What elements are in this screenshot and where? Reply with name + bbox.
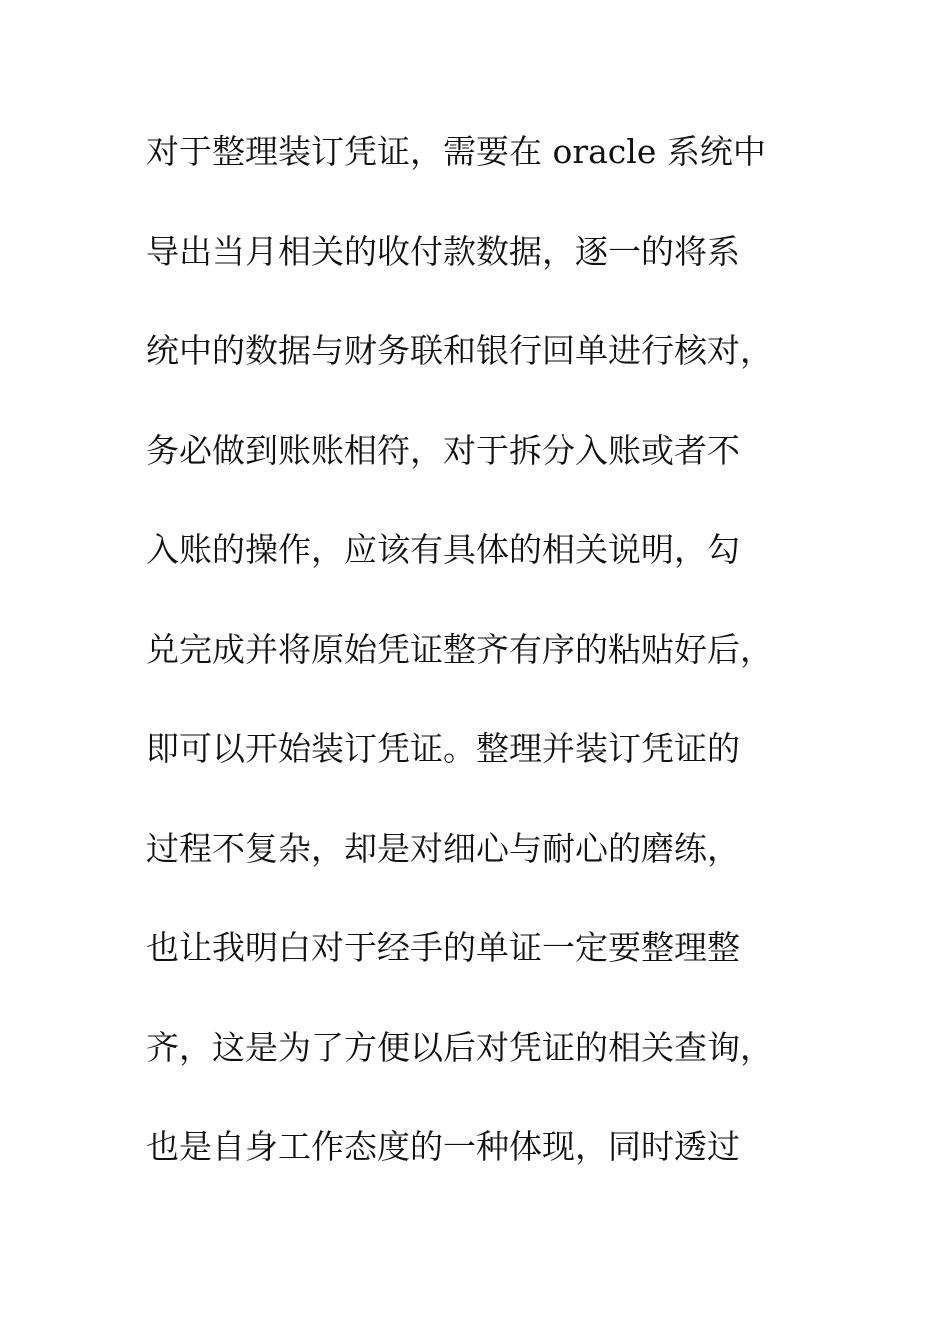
- text-line-2: 导出当月相关的收付款数据，逐一的将系: [146, 231, 740, 271]
- text-line-10: 齐，这是为了方便以后对凭证的相关查询，: [146, 1027, 773, 1067]
- body-text: [146, 124, 806, 1219]
- text-line-5: 入账的操作，应该有具体的相关说明，勾: [146, 530, 740, 569]
- text-line-9: 也让我明白对于经手的单证一定要整理整: [146, 928, 740, 967]
- text-line-11: 也是自身工作态度的一种体现，同时透过: [146, 1127, 740, 1166]
- text-line-7: 即可以开始装订凭证。整理并装订凭证的: [146, 729, 740, 768]
- text-line-3: 统中的数据与财务联和银行回单进行核对，: [146, 331, 773, 370]
- text-line-4: 务必做到账账相符，对于拆分入账或者不: [146, 430, 740, 470]
- text-line-1: 对于整理装订凭证，需要在 oracle 系统中: [146, 132, 766, 171]
- text-line-8: 过程不复杂，却是对细心与耐心的磨练，: [146, 828, 740, 868]
- text-line-6: 兑完成并将原始凭证整齐有序的粘贴好后，: [146, 629, 773, 669]
